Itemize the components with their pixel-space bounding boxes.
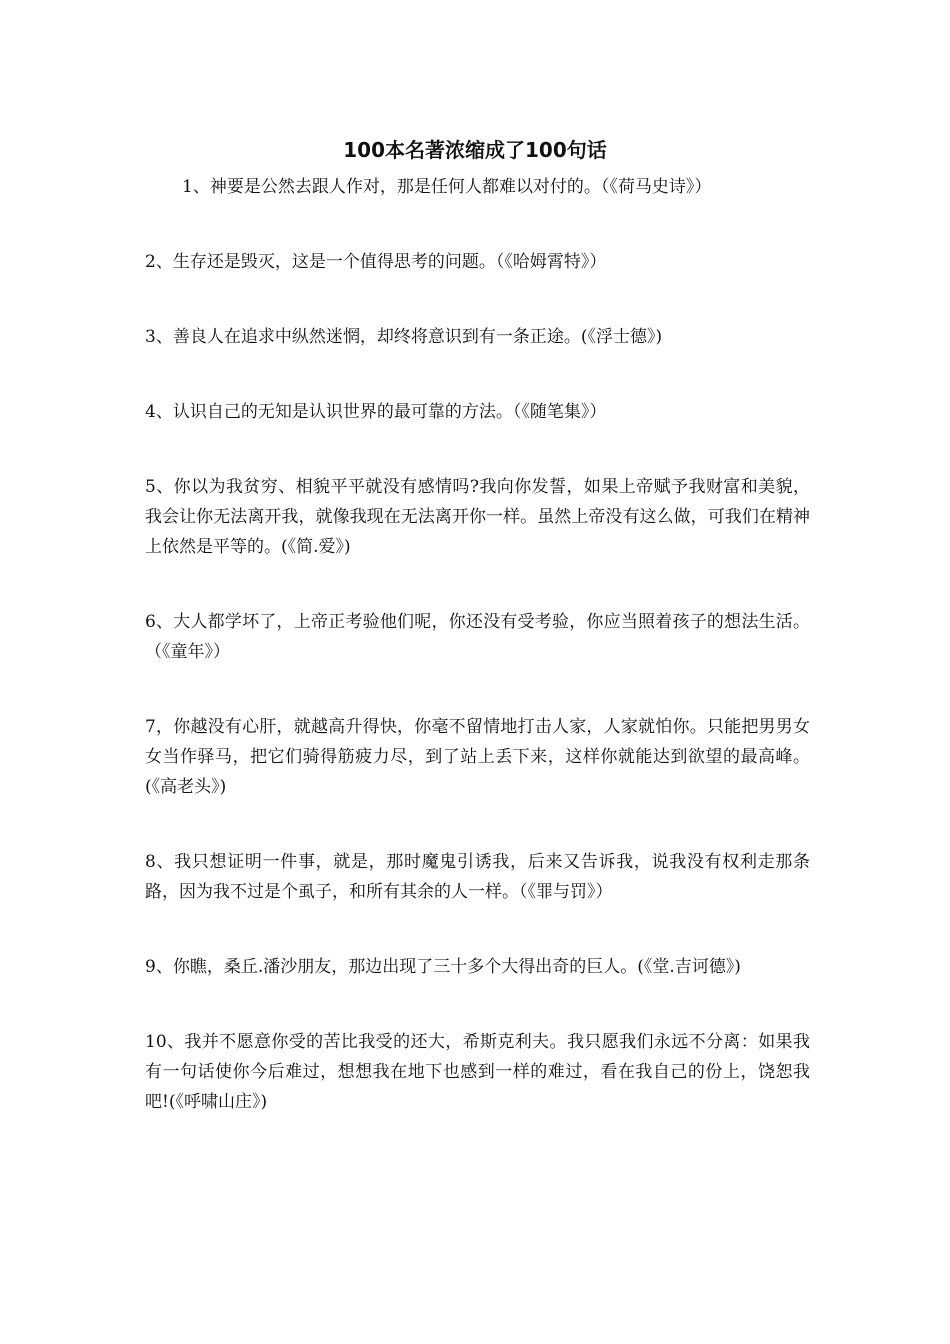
quote-item: 2、生存还是毁灭，这是一个值得思考的问题。（《哈姆霄特》）	[145, 252, 607, 272]
quote-item: 8、我只想证明一件事，就是，那时魔鬼引诱我，后来又告诉我，说我没有权利走那条路，因为我不过是个虱子，和所有其余的人一样。（《罪与罚》）	[145, 852, 810, 902]
quote-item: 7，你越没有心肝，就越高升得快，你毫不留情地打击人家，人家就怕你。只能把男男女女当作驿马，把它们骑得筋疲力尽，到了站上丢下来，这样你就能达到欲望的最高峰。(《高老头》)	[145, 717, 810, 797]
quote-item: 10、我并不愿意你受的苦比我受的还大，希斯克利夫。我只愿我们永远不分离：如果我有一句话使你今后难过，想想我在地下也感到一样的难过，看在我自己的份上，饶恕我吧!(《呼啸山庄》)	[145, 1032, 810, 1112]
quote-item: 3、善良人在追求中纵然迷惘，却终将意识到有一条正途。(《浮士德》)	[145, 327, 663, 347]
document-title: 100本名著浓缩成了100句话	[343, 138, 607, 162]
quote-item: 1、神要是公然去跟人作对，那是任何人都难以对付的。（《荷马史诗》）	[182, 177, 712, 197]
quote-item: 6、大人都学坏了，上帝正考验他们呢，你还没有受考验，你应当照着孩子的想法生活。（《童年》）	[145, 612, 810, 662]
quote-item: 5、你以为我贫穷、相貌平平就没有感情吗?我向你发誓，如果上帝赋予我财富和美貌，我会让你无法离开我，就像我现在无法离开你一样。虽然上帝没有这么做，可我们在精神上依然是平等的。(《简.爱》)	[145, 477, 810, 557]
quote-item: 9、你瞧，桑丘.潘沙朋友，那边出现了三十多个大得出奇的巨人。(《堂.吉诃德》)	[145, 957, 741, 977]
quote-item: 4、认识自己的无知是认识世界的最可靠的方法。（《随笔集》）	[145, 402, 607, 422]
quote-list	[145, 172, 810, 1162]
